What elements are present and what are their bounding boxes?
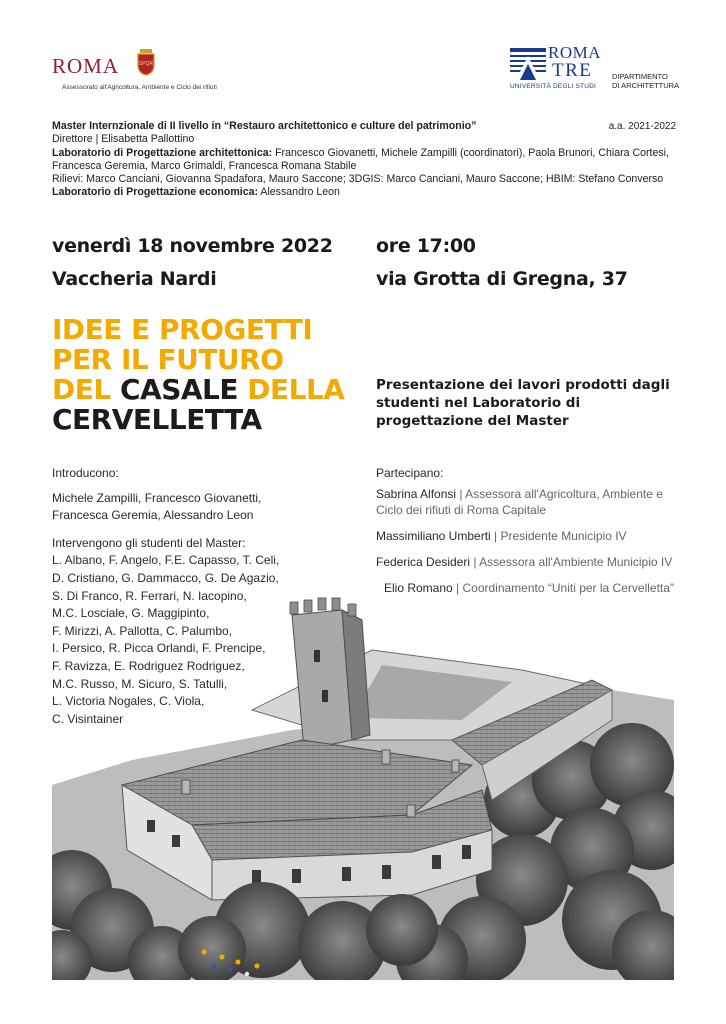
student-line: S. Di Franco, R. Ferrari, N. Iacopino, bbox=[52, 588, 247, 603]
student-line: L. Victoria Nogales, C. Viola, bbox=[52, 694, 205, 709]
econ-credits: Laboratorio di Progettazione economica: Alessandro Leon bbox=[52, 186, 340, 199]
student-line: M.C. Losciale, G. Maggipinto, bbox=[52, 606, 210, 621]
credits-block bbox=[52, 120, 682, 200]
lab-credits: Laboratorio di Progettazione architettonica: Francesco Giovanetti, Michele Zampilli (coordinatori), Paola Brunori, Chiara Cortesi, Francesca Geremia, Marco Grimaldi, Francesca Romana Stabile bbox=[52, 146, 669, 172]
intervengono-label: Intervengono gli studenti del Master: bbox=[52, 535, 246, 550]
svg-text:SPQR: SPQR bbox=[138, 61, 154, 67]
participant: Massimiliano Umberti | Presidente Municipio IV bbox=[376, 529, 627, 543]
romatre-roma: ROMA bbox=[548, 43, 602, 62]
introducono-names: Michele Zampilli, Francesco Giovanetti, Francesca Geremia, Alessandro Leon bbox=[52, 490, 262, 523]
romatre-logo-icon bbox=[510, 46, 546, 82]
partecipano-label: Partecipano: bbox=[376, 466, 444, 480]
participant: Federica Desideri | Assessora all'Ambiente Municipio IV bbox=[376, 555, 673, 569]
main-title: IDEE E PROGETTI PER IL FUTURO DEL CASALE DELLA CERVELLETTA bbox=[52, 313, 345, 436]
introducono-label: Introducono: bbox=[52, 466, 119, 480]
romatre-university: UNIVERSITÀ DEGLI STUDI bbox=[510, 83, 597, 90]
student-line: I. Persico, R. Picca Orlandi, F. Prencipe, bbox=[52, 641, 266, 656]
student-line: C. Visintainer bbox=[52, 711, 124, 726]
participant: Elio Romano | Coordinamento “Uniti per la Cervelletta” bbox=[384, 581, 674, 595]
casale-aerial-photo bbox=[52, 590, 674, 980]
student-line: F. Mirizzi, A. Pallotta, C. Palumbo, bbox=[52, 623, 233, 638]
academic-year: a.a. 2021-2022 bbox=[608, 121, 676, 132]
student-line: L. Albano, F. Angelo, F.E. Capasso, T. Celi, bbox=[52, 553, 280, 568]
event-venue: Vaccheria Nardi bbox=[52, 268, 217, 290]
master-title: Master Internzionale di II livello in “Restauro architettonico e culture del patrimonio” bbox=[52, 120, 477, 132]
presentation-text: Presentazione dei lavori prodotti dagli studenti nel Laboratorio di progettazione del Master bbox=[376, 377, 670, 429]
event-address: via Grotta di Gregna, 37 bbox=[376, 268, 628, 290]
roma-crest-icon bbox=[135, 48, 157, 76]
roma-logo-text: ROMA bbox=[52, 54, 120, 78]
event-time: ore 17:00 bbox=[376, 235, 476, 257]
rilievi-credits: Rilievi: Marco Canciani, Giovanna Spadafora, Mauro Saccone; 3DGIS: Marco Canciani, Mauro Saccone; HBIM: Stefano Converso bbox=[52, 173, 664, 186]
student-line: F. Ravizza, E. Rodriguez Rodriguez, bbox=[52, 658, 245, 673]
roma-subtitle: Assessorato all'Agricoltura, Ambiente e Ciclo dei rifiuti bbox=[62, 84, 217, 91]
participant: Sabrina Alfonsi | Assessora all'Agricoltura, Ambiente e Ciclo dei rifiuti di Roma Capitale bbox=[376, 487, 663, 517]
event-date: venerdì 18 novembre 2022 bbox=[52, 235, 333, 257]
student-line: M.C. Russo, M. Sicuro, S. Tatulli, bbox=[52, 676, 228, 691]
student-line: D. Cristiano, G. Dammacco, G. De Agazio, bbox=[52, 570, 279, 585]
participants-right bbox=[376, 465, 681, 606]
romatre-tre: TRE bbox=[552, 60, 593, 81]
director: Direttore | Elisabetta Pallottino bbox=[52, 133, 195, 146]
romatre-department: DIPARTIMENTO DI ARCHITETTURA bbox=[612, 72, 680, 90]
